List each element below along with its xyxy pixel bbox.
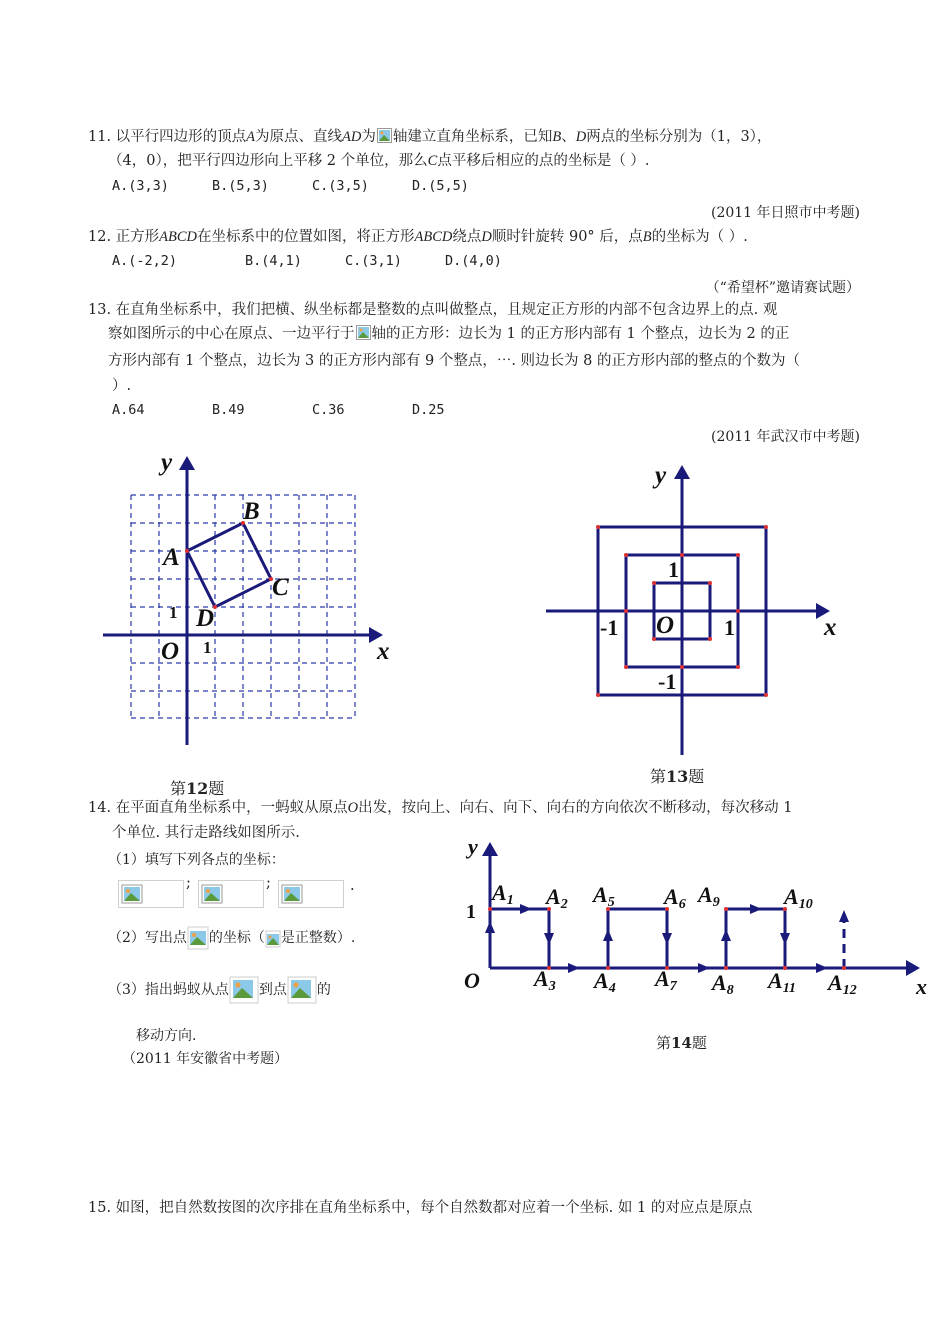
answer-image-a12 xyxy=(278,880,344,908)
fig12-label-b: B xyxy=(243,498,260,525)
q12-source: （“希望杯”邀请赛试题） xyxy=(705,280,860,296)
broken-image-icon xyxy=(377,128,392,143)
fig14-label-a4: A4 xyxy=(594,968,616,996)
fig14-label-o: O xyxy=(464,968,480,993)
fig14-label-a9: A9 xyxy=(698,882,720,910)
q11-line2: （4，0），把平行四边形向上平移 2 个单位，那么C点平移后相应的点的坐标是（ ）. xyxy=(108,153,650,169)
fig12-label-o: O xyxy=(161,638,180,665)
answer-image-a3 xyxy=(198,880,264,908)
q11-source: (2011 年日照市中考题) xyxy=(710,205,860,221)
fig12-tick-1-x: 1 xyxy=(203,638,212,657)
fig12-label-c: C xyxy=(272,574,289,601)
broken-image-icon xyxy=(229,976,259,1004)
figure-13 xyxy=(540,455,850,760)
q14-part3-cont: 移动方向. xyxy=(136,1028,197,1044)
q13-option-c: C.36 xyxy=(312,402,345,418)
fig14-y-label: y xyxy=(468,834,478,859)
q14-source: （2011 年安徽省中考题） xyxy=(122,1051,289,1067)
q13-option-d: D.25 xyxy=(412,402,445,418)
q12-option-a: A.(-2,2) xyxy=(112,253,178,269)
fig12-y-arrow xyxy=(179,456,195,470)
fig13-tick-1-y: 1 xyxy=(668,557,679,582)
fig14-top-labels xyxy=(490,880,813,912)
q14-sep2: ; xyxy=(266,875,271,891)
fig13-tick-neg1-x: -1 xyxy=(600,615,619,640)
q11-option-b: B.(5,3) xyxy=(212,178,269,194)
q13-option-a: A.64 xyxy=(112,402,145,418)
q12-line1: 12. 正方形ABCD在坐标系中的位置如图，将正方形ABCD绕点D顺时针旋转 90° 后，点B的坐标为（ ）. xyxy=(88,229,748,245)
broken-image-icon xyxy=(201,884,223,904)
broken-image-icon xyxy=(265,930,281,948)
q13-source: (2011 年武汉市中考题) xyxy=(710,429,860,445)
fig12-grid xyxy=(131,495,355,718)
broken-image-icon xyxy=(356,325,371,340)
fig12-x-label: x xyxy=(377,638,390,665)
q13-line3: 方形内部有 1 个整点，边长为 3 的正方形内部有 9 个整点，⋯. 则边长为 8 的正方形内部的整点的个数为（ xyxy=(108,353,800,369)
fig14-label-a6: A6 xyxy=(664,884,686,912)
fig13-caption: 第13题 xyxy=(650,767,705,786)
fig14-bottom-labels xyxy=(532,966,857,998)
fig13-tick-1-x: 1 xyxy=(724,615,735,640)
fig12-label-d: D xyxy=(196,605,215,632)
fig14-label-a5: A5 xyxy=(593,882,615,910)
broken-image-icon xyxy=(121,884,143,904)
fig14-label-a12: A12 xyxy=(828,970,857,998)
fig14-label-a7: A7 xyxy=(655,966,677,994)
fig14-label-a8: A8 xyxy=(712,970,734,998)
q12-option-c: C.(3,1) xyxy=(345,253,402,269)
answer-image-a1 xyxy=(118,880,184,908)
fig13-label-o: O xyxy=(656,612,675,639)
fig12-square-abcd xyxy=(187,523,271,607)
q12-option-d: D.(4,0) xyxy=(445,253,502,269)
q11-option-c: C.(3,5) xyxy=(312,178,369,194)
fig12-label-a: A xyxy=(163,544,180,571)
q14-part2: （2）写出点 的坐标（ 是正整数）. xyxy=(108,926,355,950)
fig12-vertex-dots xyxy=(185,521,273,609)
fig14-label-a10: A10 xyxy=(784,884,813,912)
q14-part1: （1）填写下列各点的坐标： xyxy=(108,852,285,868)
fig14-label-a1: A1 xyxy=(492,880,514,908)
fig14-label-a2: A2 xyxy=(546,884,568,912)
q13-line4: ）. xyxy=(112,378,132,394)
broken-image-icon xyxy=(187,926,209,950)
q11-option-d: D.(5,5) xyxy=(412,178,469,194)
fig12-caption: 第12题 xyxy=(170,779,225,798)
fig13-x-label: x xyxy=(824,614,837,641)
q11-option-a: A.(3,3) xyxy=(112,178,169,194)
q14-sep3: . xyxy=(350,878,355,894)
fig12-y-label: y xyxy=(161,450,173,476)
q15-line1: 15. 如图，把自然数按图的次序排在直角坐标系中，每个自然数都对应着一个坐标. 如 1 的对应点是原点 xyxy=(88,1200,753,1216)
fig14-label-a11: A11 xyxy=(768,968,796,996)
q11-line1: 11. 以平行四边形的顶点A为原点、直线AD为 轴建立直角坐标系，已知B、D两点的坐标分别为（1，3）， xyxy=(88,129,772,145)
q13-line1: 13. 在直角坐标系中，我们把横、纵坐标都是整数的点叫做整点，且规定正方形的内部不包含边界上的点. 观 xyxy=(88,302,778,318)
q14-line1: 14. 在平面直角坐标系中，一蚂蚁从原点O出发，按向上、向右、向下、向右的方向依次不断移动，每次移动 1 xyxy=(88,800,793,816)
fig13-y-label: y xyxy=(655,462,667,489)
q14-line2: 个单位. 其行走路线如图所示. xyxy=(112,825,300,841)
fig14-x-label: x xyxy=(916,974,927,999)
q14-part3: （3）指出蚂蚁从点 到点 的 xyxy=(108,976,331,1004)
q12-option-b: B.(4,1) xyxy=(245,253,302,269)
q14-sep1: ; xyxy=(186,875,191,891)
fig14-caption: 第14题 xyxy=(656,1034,707,1052)
fig13-tick-neg1-y: -1 xyxy=(658,669,677,694)
q13-line2: 察如图所示的中心在原点、一边平行于 轴的正方形：边长为 1 的正方形内部有 1 个整点，边长为 2 的正 xyxy=(108,326,790,342)
fig12-tick-1-y: 1 xyxy=(169,603,178,622)
q13-option-b: B.49 xyxy=(212,402,245,418)
broken-image-icon xyxy=(287,976,317,1004)
figure-14 xyxy=(462,830,942,1005)
broken-image-icon xyxy=(281,884,303,904)
fig14-y-arrow xyxy=(482,842,498,856)
fig13-y-arrow xyxy=(674,465,690,479)
fig14-tick-1: 1 xyxy=(466,901,476,923)
fig14-label-a3: A3 xyxy=(534,966,556,994)
figure-12 xyxy=(95,450,405,750)
